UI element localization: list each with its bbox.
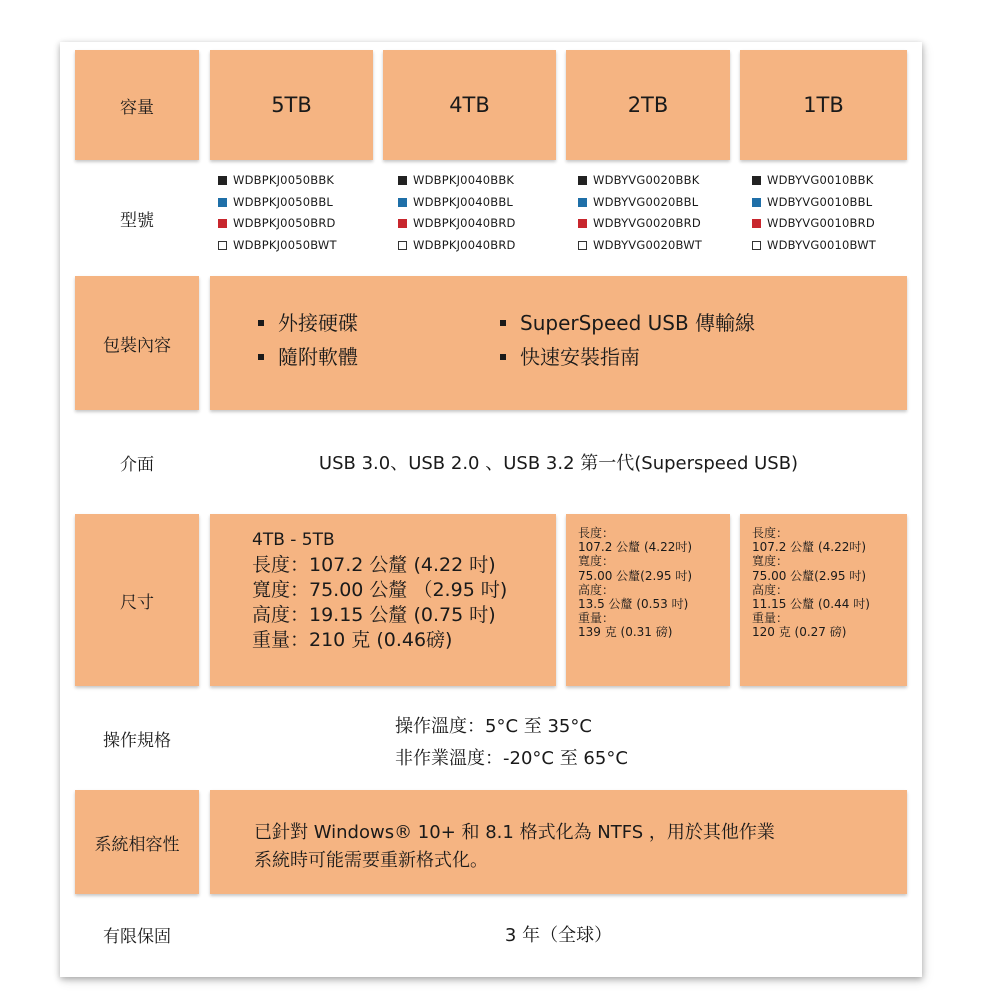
black-swatch xyxy=(752,176,761,185)
dims-line: 寬度： xyxy=(752,554,789,569)
model-item: WDBYVG0020BWT xyxy=(578,235,740,257)
dims-line: 139 克 (0.31 磅) xyxy=(578,625,673,640)
operating-temp: 操作溫度：5°C 至 35°C xyxy=(395,716,592,737)
model-item: WDBYVG0020BBL xyxy=(578,192,740,214)
dims-line: 120 克 (0.27 磅) xyxy=(752,625,847,640)
dims-line: 重量： xyxy=(752,611,789,626)
dims-range: 4TB - 5TB xyxy=(252,530,335,550)
label-model: 型號 xyxy=(120,210,154,231)
capacity-1tb: 1TB xyxy=(740,50,907,160)
compatibility-box xyxy=(210,790,907,894)
list-item: 快速安裝指南 xyxy=(500,340,755,374)
compatibility-line2: 系統時可能需要重新格式化。 xyxy=(254,850,488,871)
dims-large xyxy=(210,514,556,686)
capacity-5tb: 5TB xyxy=(210,50,373,160)
dims-line: 長度： xyxy=(752,526,789,540)
list-item: SuperSpeed USB 傳輸線 xyxy=(500,306,755,340)
label-package: 包裝內容 xyxy=(75,276,199,410)
dims-2tb-text xyxy=(578,526,692,640)
capacity-2tb: 2TB xyxy=(566,50,730,160)
black-swatch xyxy=(578,176,587,185)
spec-card xyxy=(60,42,922,977)
dims-line: 75.00 公釐(2.95 吋) xyxy=(578,568,693,583)
model-item: WDBYVG0010BBK xyxy=(752,170,919,192)
model-item: WDBYVG0010BBL xyxy=(752,192,919,214)
label-operating: 操作規格 xyxy=(103,730,171,751)
model-item: WDBPKJ0050BWT xyxy=(218,235,380,257)
bullet-icon xyxy=(500,320,506,326)
dims-line: 13.5 公釐 (0.53 吋) xyxy=(578,597,689,612)
dims-line: 75.00 公釐(2.95 吋) xyxy=(752,568,867,583)
model-item: WDBPKJ0050BBK xyxy=(218,170,380,192)
models-2tb xyxy=(570,162,740,274)
black-swatch xyxy=(398,176,407,185)
model-item: WDBYVG0010BRD xyxy=(752,213,919,235)
list-item: 隨附軟體 xyxy=(258,340,358,374)
blue-swatch xyxy=(218,198,227,207)
warranty-value: 3 年（全球） xyxy=(504,925,613,946)
capacity-4tb: 4TB xyxy=(383,50,556,160)
model-item: WDBPKJ0040BBK xyxy=(398,170,560,192)
label-capacity: 容量 xyxy=(75,50,199,160)
dims-line: 重量： xyxy=(578,611,615,626)
dims-line: 高度： xyxy=(752,582,789,597)
red-swatch xyxy=(752,219,761,228)
red-swatch xyxy=(578,219,587,228)
white-swatch xyxy=(752,241,761,250)
non-operating-temp: 非作業溫度：-20°C 至 65°C xyxy=(395,748,628,769)
models-1tb xyxy=(744,162,919,274)
models-4tb xyxy=(390,162,560,274)
package-list-right xyxy=(500,306,755,374)
blue-swatch xyxy=(398,198,407,207)
bullet-icon xyxy=(258,320,264,326)
bullet-icon xyxy=(258,354,264,360)
white-swatch xyxy=(578,241,587,250)
bullet-icon xyxy=(500,354,506,360)
dims-2tb xyxy=(566,514,730,686)
dims-large-text xyxy=(252,528,507,653)
label-warranty: 有限保固 xyxy=(103,926,171,947)
compatibility-line1: 已針對 Windows® 10+ 和 8.1 格式化為 NTFS ，用於其他作業 xyxy=(254,822,775,843)
model-item: WDBYVG0020BBK xyxy=(578,170,740,192)
blue-swatch xyxy=(752,198,761,207)
operating-value xyxy=(210,688,907,788)
dims-1tb xyxy=(740,514,907,686)
dims-height: 高度：19.15 公釐 (0.75 吋) xyxy=(252,604,496,626)
model-item: WDBPKJ0040BRD xyxy=(398,235,560,257)
model-item: WDBPKJ0050BRD xyxy=(218,213,380,235)
model-item: WDBPKJ0040BRD xyxy=(398,213,560,235)
black-swatch xyxy=(218,176,227,185)
dims-line: 11.15 公釐 (0.44 吋) xyxy=(752,597,870,612)
white-swatch xyxy=(218,241,227,250)
dims-line: 長度： xyxy=(578,526,615,540)
red-swatch xyxy=(218,219,227,228)
list-item: 外接硬碟 xyxy=(258,306,358,340)
models-5tb xyxy=(210,162,380,274)
package-list-left xyxy=(258,306,358,374)
dims-line: 高度： xyxy=(578,582,615,597)
label-interface: 介面 xyxy=(120,454,154,475)
dims-line: 107.2 公釐 (4.22吋) xyxy=(752,540,867,555)
dims-length: 長度：107.2 公釐 (4.22 吋) xyxy=(252,554,496,576)
dims-line: 107.2 公釐 (4.22吋) xyxy=(578,540,693,555)
model-item: WDBYVG0010BWT xyxy=(752,235,919,257)
label-compatibility: 系統相容性 xyxy=(75,790,199,894)
dims-1tb-text xyxy=(752,526,870,640)
blue-swatch xyxy=(578,198,587,207)
label-dimensions: 尺寸 xyxy=(75,514,199,686)
red-swatch xyxy=(398,219,407,228)
model-item: WDBYVG0020BRD xyxy=(578,213,740,235)
model-item: WDBPKJ0040BBL xyxy=(398,192,560,214)
dims-width: 寬度：75.00 公釐 （2.95 吋) xyxy=(252,579,508,601)
dims-weight: 重量：210 克 (0.46磅) xyxy=(252,629,453,651)
interface-value: USB 3.0、USB 2.0 、USB 3.2 第一代(Superspeed USB) xyxy=(318,453,799,474)
package-box xyxy=(210,276,907,410)
model-item: WDBPKJ0050BBL xyxy=(218,192,380,214)
dims-line: 寬度： xyxy=(578,554,615,569)
white-swatch xyxy=(398,241,407,250)
